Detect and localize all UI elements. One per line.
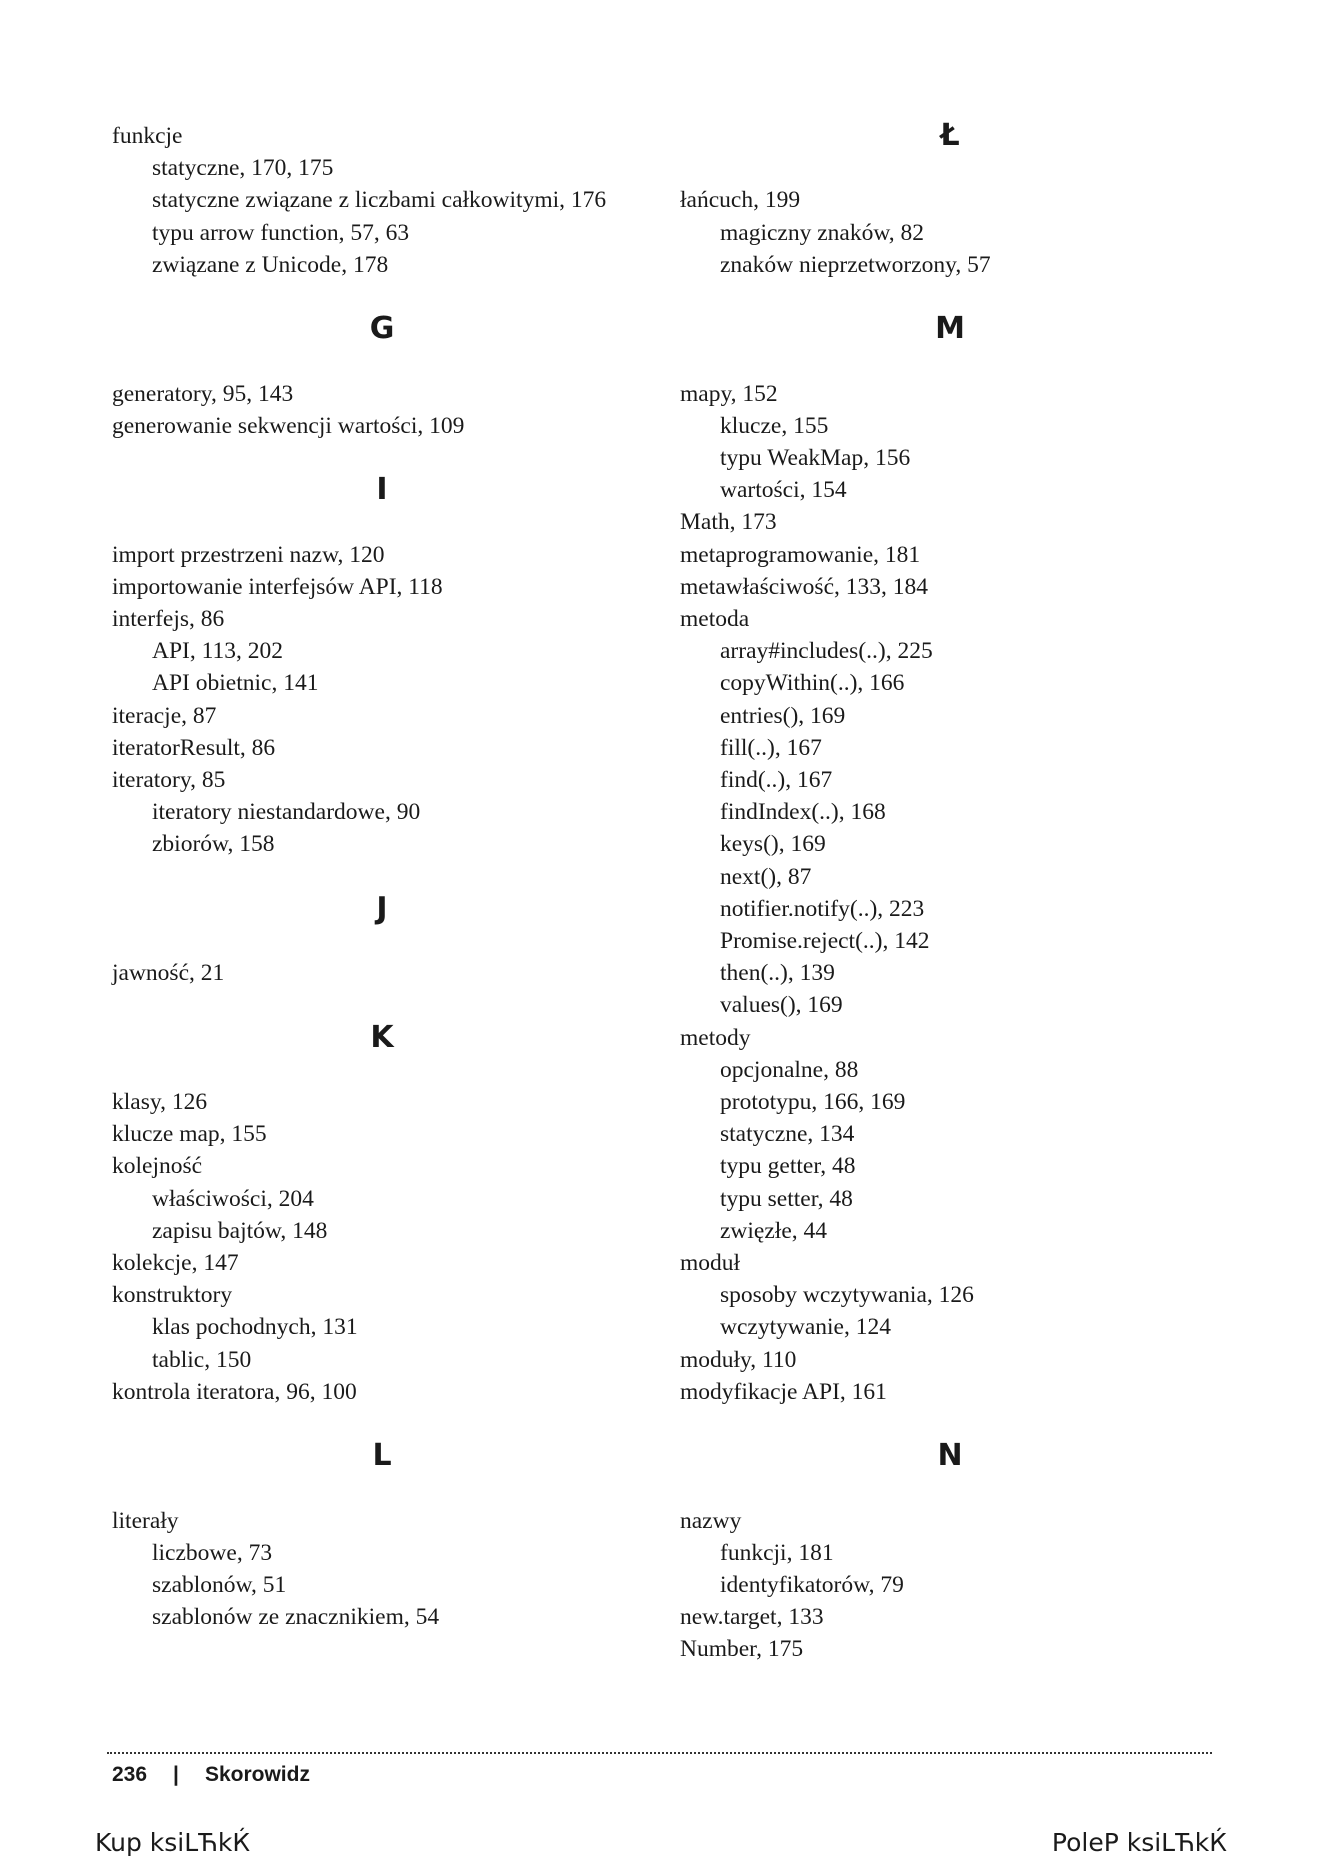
section-spacer [112, 861, 652, 893]
section-spacer [680, 345, 1220, 377]
index-entry: modyfikacje API, 161 [680, 1378, 887, 1405]
footer-divider [107, 1752, 1212, 1754]
index-entry: generowanie sekwencji wartości, 109 [112, 412, 465, 439]
index-entry: literały [112, 1507, 179, 1534]
index-subentry: szablonów ze znacznikiem, 54 [152, 1604, 440, 1631]
footer-separator: | [173, 1763, 179, 1786]
index-subentry: statyczne, 170, 175 [152, 155, 334, 182]
index-entry: iteracje, 87 [112, 702, 217, 729]
index-entry: importowanie interfejsów API, 118 [112, 573, 443, 600]
index-subentry: prototypu, 166, 169 [720, 1089, 906, 1116]
section-letter-heading: J [376, 890, 388, 926]
index-entry: moduł [680, 1250, 741, 1277]
index-subentry: statyczne, 134 [720, 1121, 855, 1148]
buy-book-link[interactable]: Kup ksiLЋkЌ [95, 1828, 251, 1857]
index-subentry: iteratory niestandardowe, 90 [152, 799, 421, 826]
section-spacer [112, 1054, 652, 1086]
index-subentry: find(..), 167 [720, 766, 833, 793]
page-number: 236 [112, 1763, 148, 1786]
index-subentry: związane z Unicode, 178 [152, 251, 389, 278]
index-subentry: tablic, 150 [152, 1346, 252, 1373]
index-subentry: sposoby wczytywania, 126 [720, 1282, 974, 1309]
index-subentry: wartości, 154 [720, 477, 847, 504]
index-entry: kontrola iteratora, 96, 100 [112, 1378, 357, 1405]
index-column-left [112, 120, 652, 1633]
index-entry: kolekcje, 147 [112, 1249, 239, 1276]
index-subentry: klas pochodnych, 131 [152, 1314, 358, 1341]
index-entry: generatory, 95, 143 [112, 380, 294, 407]
index-entry: metaprogramowanie, 181 [680, 541, 921, 568]
index-entry: mapy, 152 [680, 380, 778, 407]
section-letter-heading: Ł [940, 118, 960, 153]
section-spacer [112, 989, 652, 1021]
index-entry: klucze map, 155 [112, 1121, 267, 1148]
index-subentry: findIndex(..), 168 [720, 799, 886, 826]
index-subentry: notifier.notify(..), 223 [720, 895, 925, 922]
index-subentry: magiczny znaków, 82 [720, 219, 925, 246]
section-spacer [680, 1472, 1220, 1504]
index-entry: interfejs, 86 [112, 605, 225, 632]
index-entry: kolejność [112, 1153, 203, 1180]
index-subentry: opcjonalne, 88 [720, 1056, 859, 1083]
index-subentry: statyczne związane z liczbami całkowitymi, 176 [152, 187, 607, 214]
index-subentry: znaków nieprzetworzony, 57 [720, 251, 991, 278]
index-entry: Number, 175 [680, 1636, 804, 1663]
index-entry: metawłaściwość, 133, 184 [680, 573, 929, 600]
section-spacer [112, 1408, 652, 1440]
index-subentry: API, 113, 202 [152, 638, 283, 665]
index-subentry: fill(..), 167 [720, 734, 822, 761]
section-letter-heading: N [937, 1438, 963, 1474]
index-subentry: zbiorów, 158 [152, 831, 275, 858]
index-subentry: entries(), 169 [720, 702, 846, 729]
section-spacer [112, 345, 652, 377]
index-entry: metoda [680, 605, 750, 632]
index-subentry: values(), 169 [720, 992, 843, 1019]
section-spacer [112, 925, 652, 957]
index-subentry: typu arrow function, 57, 63 [152, 219, 410, 246]
index-entry: moduły, 110 [680, 1346, 797, 1373]
index-entry: new.target, 133 [680, 1604, 824, 1631]
index-subentry: zapisu bajtów, 148 [152, 1217, 328, 1244]
index-entry: iteratorResult, 86 [112, 734, 276, 761]
index-entry: metody [680, 1024, 751, 1051]
section-spacer [680, 152, 1220, 184]
section-spacer [112, 281, 652, 313]
section-letter-heading: I [376, 472, 388, 508]
index-subentry: Promise.reject(..), 142 [720, 928, 930, 954]
recommend-book-link[interactable]: PoleP ksiLЋkЌ [1051, 1828, 1227, 1857]
index-entry: nazwy [680, 1507, 742, 1534]
index-subentry: identyfikatorów, 79 [720, 1572, 904, 1599]
section-letter-heading: L [372, 1438, 392, 1474]
section-spacer [112, 1472, 652, 1504]
section-spacer [112, 506, 652, 538]
index-subentry: API obietnic, 141 [152, 670, 319, 697]
section-title: Skorowidz [204, 1763, 310, 1786]
index-subentry: typu setter, 48 [720, 1185, 853, 1212]
page-footer [112, 1760, 310, 1790]
index-subentry: typu WeakMap, 156 [720, 444, 911, 471]
index-entry: konstruktory [112, 1282, 233, 1309]
section-letter-heading: K [370, 1019, 394, 1055]
index-subentry: array#includes(..), 225 [720, 638, 933, 665]
section-spacer [680, 281, 1220, 313]
index-entry: Math, 173 [680, 509, 777, 536]
index-subentry: keys(), 169 [720, 831, 826, 858]
section-letter-heading: G [369, 311, 395, 347]
index-entry: import przestrzeni nazw, 120 [112, 541, 385, 568]
index-column-right [680, 120, 1220, 1666]
section-spacer [112, 442, 652, 474]
index-subentry: then(..), 139 [720, 960, 835, 987]
index-subentry: klucze, 155 [720, 412, 829, 439]
index-entry: łańcuch, 199 [680, 187, 801, 214]
index-entry: jawność, 21 [112, 960, 225, 987]
index-entry: iteratory, 85 [112, 766, 226, 793]
index-subentry: typu getter, 48 [720, 1153, 856, 1180]
index-subentry: copyWithin(..), 166 [720, 670, 905, 697]
index-subentry: zwięzłe, 44 [720, 1217, 828, 1244]
section-spacer [680, 1408, 1220, 1440]
index-subentry: szablonów, 51 [152, 1571, 287, 1598]
index-entry: funkcje [112, 123, 183, 149]
index-subentry: wczytywanie, 124 [720, 1314, 891, 1341]
index-subentry: funkcji, 181 [720, 1539, 834, 1566]
section-letter-heading: M [935, 311, 965, 347]
index-subentry: liczbowe, 73 [152, 1539, 273, 1566]
index-subentry: next(), 87 [720, 863, 812, 890]
index-entry: klasy, 126 [112, 1088, 208, 1115]
index-subentry: właściwości, 204 [152, 1185, 314, 1212]
